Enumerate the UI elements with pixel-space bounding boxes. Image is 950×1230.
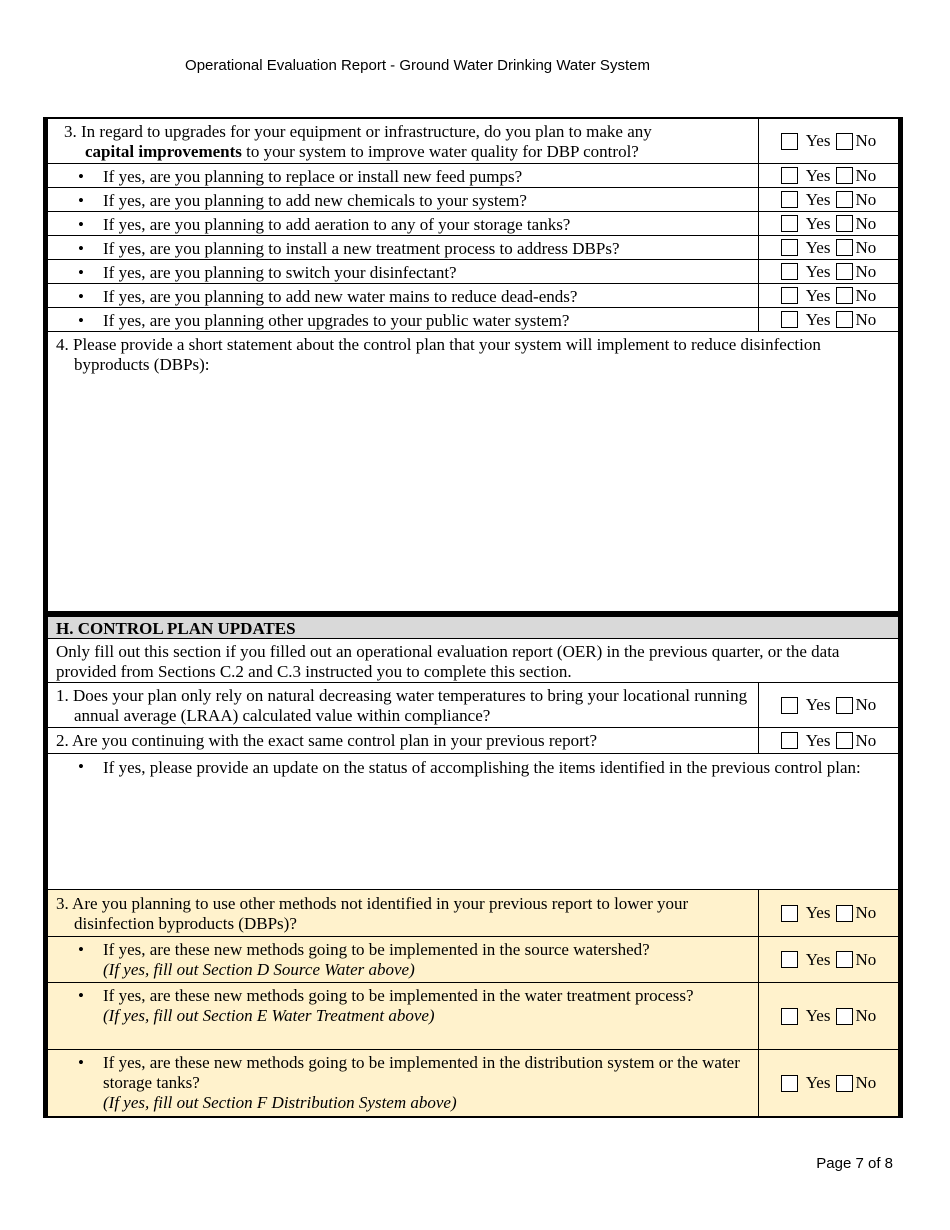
no-label: No (855, 1006, 877, 1025)
yes-label: Yes (805, 285, 831, 305)
no-checkbox[interactable] (836, 1075, 853, 1092)
section-h-intro: Only fill out this section if you filled out an operational evaluation report (OER) in the previous quarter, or the data provided from Sections C.2 and C.3 instructed you to complete this section. (56, 642, 840, 681)
no-label: No (855, 1073, 877, 1092)
no-label: No (855, 903, 877, 922)
h-question-3-text: 3. Are you planning to use other methods not identified in your previous report to lower your disinfection byproducts (DBPs)? (56, 894, 689, 933)
yes-no-group (758, 983, 898, 1049)
method-bullet-note: (If yes, fill out Section E Water Treatment above) (103, 1006, 435, 1025)
upgrade-bullet-row (48, 284, 898, 308)
yes-label: Yes (805, 309, 831, 329)
yes-label: Yes (805, 730, 831, 750)
no-checkbox[interactable] (836, 311, 853, 328)
method-bullet-note: (If yes, fill out Section F Distribution System above) (103, 1093, 457, 1112)
yes-no-group (758, 728, 898, 753)
yes-label: Yes (805, 1006, 831, 1025)
yes-no-group (758, 236, 898, 259)
yes-label: Yes (805, 903, 831, 922)
yes-checkbox[interactable] (781, 732, 798, 749)
h-question-2-text: 2. Are you continuing with the exact same control plan in your previous report? (56, 731, 598, 750)
yes-label: Yes (805, 1073, 831, 1092)
no-label: No (855, 237, 877, 257)
no-label: No (855, 730, 877, 750)
yes-no-group (758, 937, 898, 982)
no-label: No (855, 189, 877, 209)
yes-no-group (758, 164, 898, 187)
no-label: No (855, 949, 877, 969)
section-h-intro-row (48, 639, 898, 683)
no-checkbox[interactable] (836, 1008, 853, 1025)
no-checkbox[interactable] (836, 951, 853, 968)
upgrade-bullet-row (48, 260, 898, 284)
yes-no-group (758, 890, 898, 936)
yes-no-group (758, 260, 898, 283)
yes-checkbox[interactable] (781, 287, 798, 304)
yes-label: Yes (805, 213, 831, 233)
yes-label: Yes (805, 949, 831, 969)
no-label: No (855, 261, 877, 281)
h-method-bullet-row (48, 983, 898, 1050)
no-label: No (855, 285, 877, 305)
form-table (43, 117, 903, 1118)
no-label: No (855, 695, 877, 714)
no-checkbox[interactable] (836, 239, 853, 256)
yes-checkbox[interactable] (781, 133, 798, 150)
yes-checkbox[interactable] (781, 1008, 798, 1025)
upgrade-bullet-text: • If yes, are you planning other upgrades to your public water system? (48, 308, 758, 331)
question-3-bold: capital improvements (85, 142, 242, 161)
yes-checkbox[interactable] (781, 239, 798, 256)
method-bullet-text: • If yes, are these new methods going to be implemented in the distribution system or the water storage tanks? (103, 1053, 740, 1092)
no-label: No (855, 213, 877, 233)
yes-no-group (758, 212, 898, 235)
capital-improvements-row (48, 119, 898, 164)
control-plan-statement-field[interactable]: 4. Please provide a short statement about the control plan that your system will implement to reduce disinfection byproducts (DBPs): (56, 335, 821, 374)
control-plan-statement-row (48, 332, 898, 612)
upgrade-bullet-text: • If yes, are you planning to switch your disinfectant? (48, 260, 758, 283)
yes-no-group (758, 308, 898, 331)
yes-label: Yes (805, 261, 831, 281)
upgrade-bullet-text: • If yes, are you planning to install a new treatment process to address DBPs? (48, 236, 758, 259)
yes-checkbox[interactable] (781, 697, 798, 714)
upgrade-bullet-row (48, 212, 898, 236)
no-checkbox[interactable] (836, 167, 853, 184)
yes-checkbox[interactable] (781, 215, 798, 232)
no-checkbox[interactable] (836, 263, 853, 280)
no-checkbox[interactable] (836, 732, 853, 749)
no-label: No (855, 309, 877, 329)
upgrade-bullet-text: • If yes, are you planning to add aeration to any of your storage tanks? (48, 212, 758, 235)
upgrade-bullet-row (48, 308, 898, 332)
yes-checkbox[interactable] (781, 263, 798, 280)
h-question-2-update-row (48, 754, 898, 890)
h-question-3-row (48, 890, 898, 937)
page-number: Page 7 of 8 (816, 1155, 893, 1172)
h-question-1-row (48, 683, 898, 728)
yes-checkbox[interactable] (781, 905, 798, 922)
no-label: No (855, 131, 877, 150)
h-method-bullet-row (48, 937, 898, 983)
page-header: Operational Evaluation Report - Ground Water Drinking Water System (185, 57, 650, 74)
method-bullet-note: (If yes, fill out Section D Source Water above) (103, 960, 415, 979)
no-checkbox[interactable] (836, 191, 853, 208)
yes-no-group (758, 683, 898, 727)
yes-no-group (758, 1050, 898, 1116)
h-question-1-text: 1. Does your plan only rely on natural decreasing water temperatures to bring your locational running annual average (LRAA) calculated value within compliance? (56, 686, 748, 725)
no-checkbox[interactable] (836, 287, 853, 304)
h-method-bullet-row (48, 1050, 898, 1116)
upgrade-bullet-row (48, 236, 898, 260)
yes-checkbox[interactable] (781, 191, 798, 208)
method-bullet-text: • If yes, are these new methods going to be implemented in the source watershed? (103, 940, 650, 959)
method-bullet-text: • If yes, are these new methods going to be implemented in the water treatment process? (103, 986, 694, 1005)
no-label: No (855, 165, 877, 185)
section-h-header (48, 612, 898, 639)
yes-label: Yes (805, 165, 831, 185)
yes-checkbox[interactable] (781, 311, 798, 328)
yes-no-group (758, 119, 898, 163)
yes-label: Yes (805, 131, 831, 150)
yes-checkbox[interactable] (781, 951, 798, 968)
no-checkbox[interactable] (836, 133, 853, 150)
yes-label: Yes (805, 189, 831, 209)
upgrade-bullet-text: • If yes, are you planning to add new water mains to reduce dead-ends? (48, 284, 758, 307)
h-question-2-row (48, 728, 898, 754)
upgrade-bullet-text: • If yes, are you planning to add new chemicals to your system? (48, 188, 758, 211)
yes-no-group (758, 284, 898, 307)
no-checkbox[interactable] (836, 215, 853, 232)
question-3-suffix: to your system to improve water quality for DBP control? (241, 142, 639, 161)
yes-label: Yes (805, 695, 831, 714)
yes-no-group (758, 188, 898, 211)
yes-checkbox[interactable] (781, 1075, 798, 1092)
section-h-title: H. CONTROL PLAN UPDATES (56, 619, 296, 638)
upgrade-bullet-text: • If yes, are you planning to replace or install new feed pumps? (48, 164, 758, 187)
no-checkbox[interactable] (836, 905, 853, 922)
h-question-2-update-field[interactable]: • If yes, please provide an update on the status of accomplishing the items identified in the previous control plan: (48, 754, 898, 889)
no-checkbox[interactable] (836, 697, 853, 714)
upgrade-bullet-row (48, 164, 898, 188)
upgrade-bullet-row (48, 188, 898, 212)
question-3-text: 3. In regard to upgrades for your equipment or infrastructure, do you plan to make any (64, 122, 652, 141)
yes-label: Yes (805, 237, 831, 257)
yes-checkbox[interactable] (781, 167, 798, 184)
